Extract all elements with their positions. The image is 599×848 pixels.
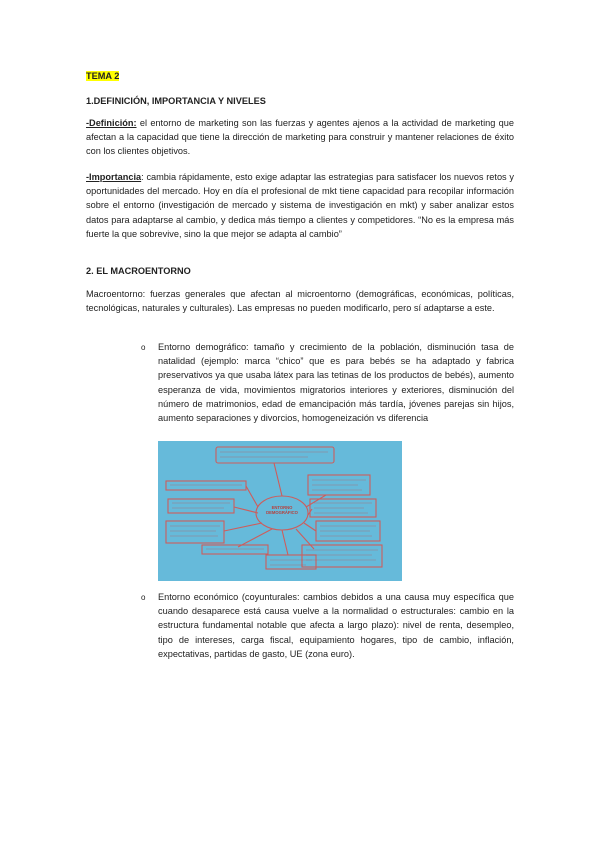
- entorno-economico-item: Entorno económico (coyunturales: cambios debidos a una causa muy específica que cuando desaparece está causa vuelve a la normalidad o estructurales: cambio en la estructura fundamental notable que afecta a largo plazo): nivel de renta, desempleo, tipo de intereses, carga fiscal, equipamiento hogares, tipo de cambio, inflación, expectativas, partidas de gasto, UE (zona euro).: [158, 592, 514, 659]
- definicion-paragraph: [86, 116, 514, 159]
- photo-center-label: ENTORNO DEMOGRÁFICO: [266, 505, 298, 515]
- section-1-heading: 1.DEFINICIÓN, IMPORTANCIA Y NIVELES: [86, 96, 266, 106]
- importancia-label: -Importancia: [86, 172, 142, 182]
- macroentorno-paragraph: Macroentorno: fuerzas generales que afectan al microentorno (demográficas, económicas, políticas, tecnológicas, naturales y culturales). Las empresas no pueden modificarlo, pero sí adaptarse a este.: [86, 289, 514, 314]
- entorno-demografico-photo: [158, 441, 402, 581]
- importancia-paragraph: [86, 170, 514, 241]
- topic-label: [86, 71, 119, 81]
- bullet-marker: o: [141, 343, 146, 352]
- importancia-text: : cambia rápidamente, esto exige adaptar las estrategias para satisfacer los nuevos retos y oportunidades del mercado. Hoy en día el profesional de mkt tiene capacidad para recopilar información sobre el entorno (investigación de mercado y sistema de investigación en mkt) y saber analizar estos datos para adaptarse al cambio, y dedica más tiempo a clientes y competidores. “No es la empresa más fuerte la que sobrevive, sino la que mejor se adapta al cambio”: [86, 172, 514, 239]
- section-2-heading: 2. EL MACROENTORNO: [86, 266, 191, 276]
- definicion-text: el entorno de marketing son las fuerzas y agentes ajenos a la actividad de marketing que afectan a la capacidad que tiene la dirección de marketing para construir y mantener relaciones de éxito con los clientes objetivos.: [86, 118, 514, 157]
- definicion-label: -Definición:: [86, 118, 137, 128]
- topic-highlight: TEMA 2: [86, 71, 120, 81]
- bullet-marker: o: [141, 593, 146, 602]
- entorno-demografico-item: Entorno demográfico: tamaño y crecimiento de la población, disminución tasa de natalidad (ejemplo: marca “chico” que es para bebés se ha adaptado y fabrica preservativos ya que usaba látex para las tetinas de los productos de bebés), aumento esperanza de vida, movimientos migratorios interiores y exteriores, disminución del número de matrimonios, edad de emancipación más tardía, jóvenes parejas sin hijos, aumento separaciones y divorcios, homogeneización vs diferencia: [158, 342, 514, 424]
